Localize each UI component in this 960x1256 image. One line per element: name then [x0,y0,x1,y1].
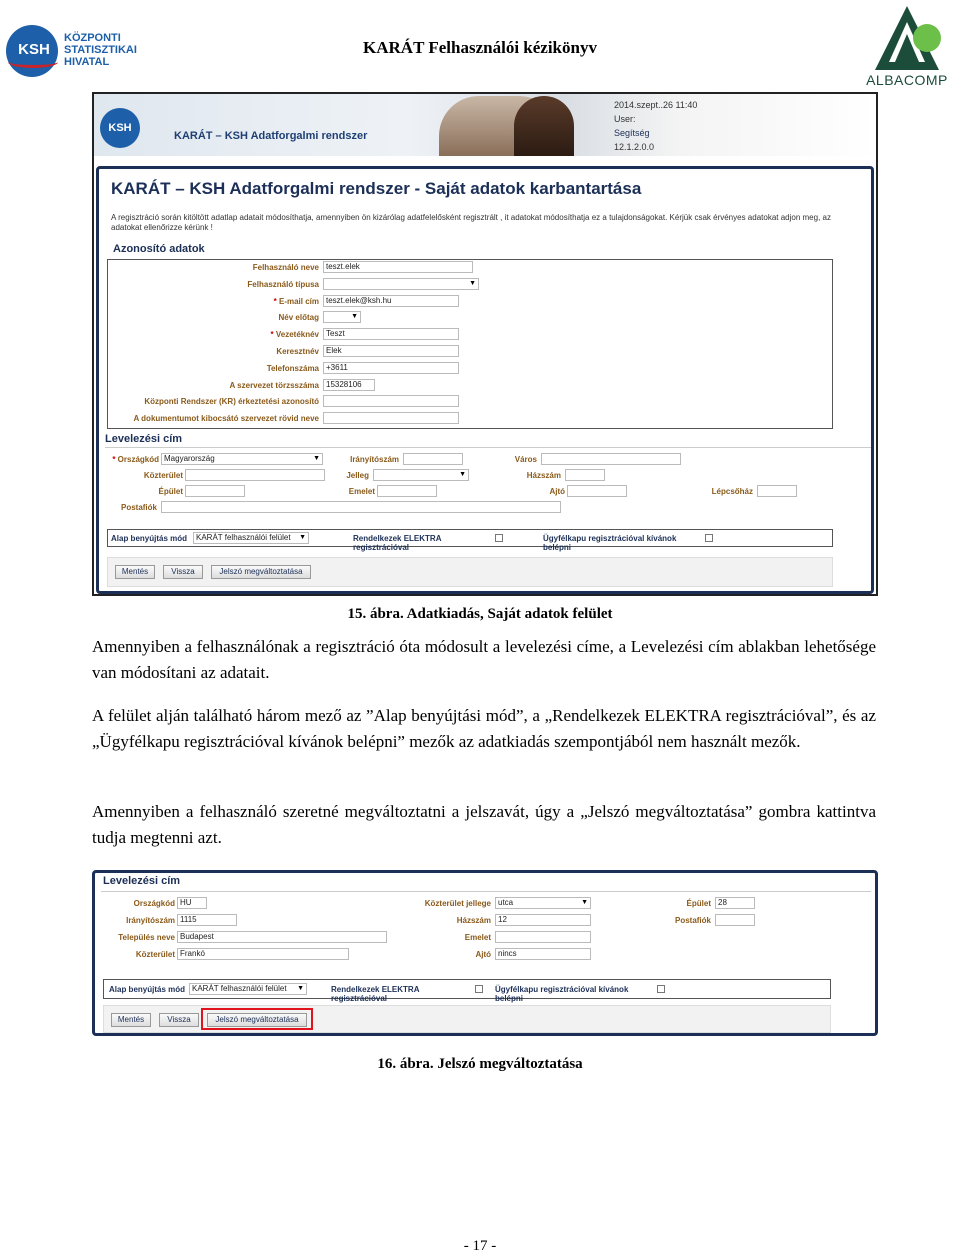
albacomp-logo [855,4,959,88]
field-input-0[interactable]: teszt.elek [323,261,473,273]
change-password-button-2[interactable]: Jelszó megváltoztatása [207,1013,307,1027]
address-left-label-1: Irányítószám [126,916,175,925]
banner-photo-woman [514,96,574,156]
address-right-label-1: Postafiók [674,916,711,925]
profile-panel [96,166,874,594]
app-banner [94,94,876,156]
help-link[interactable]: Segítség [614,128,650,138]
pobox-input[interactable] [161,501,561,513]
field-input-7[interactable]: 15328106 [323,379,375,391]
field-label-1: Felhasználó típusa [247,279,319,289]
city-label: Város [514,455,537,464]
figure-15-screenshot [92,92,878,596]
floor-label: Emelet [348,487,375,496]
pobox-label: Postafiók [120,503,157,512]
address-mid-input-0[interactable]: utca ▼ [495,897,591,909]
version-label: 12.1.2.0.0 [614,142,655,152]
albacomp-logo-mark [855,4,959,74]
address-left-input-1[interactable]: 1115 [177,914,237,926]
address-mid-input-1[interactable]: 12 [495,914,591,926]
intro-text: A regisztráció során kitöltött adatlap adatait módosíthatja, amennyiben ön kizárólag adatfelelősként regisztrált , it adatokat módosíthatja ez a tulajdonságokat. Kérjük csak érvényes adatokat adjon meg, az adatokat ellenőrizze kérünk ! [111,213,831,232]
address-mid-label-2: Emelet [464,933,491,942]
field-input-4[interactable]: Teszt [323,328,459,340]
save-button-2[interactable]: Mentés [111,1013,151,1027]
field-label-7: A szervezet törzsszáma [229,380,319,390]
figure-15-number: 15. ábra. [347,606,404,622]
address-left-label-3: Közterület [135,950,175,959]
submission-mode-label: Alap benyújtás mód [111,534,188,543]
field-input-9[interactable] [323,412,459,424]
elektra-label: Rendelkezek ELEKTRA regisztrációval [353,534,442,552]
paragraph-3: Amennyiben a felhasználó szeretné megváltoztatni a jelszavát, úgy a „Jelszó megváltoztatása” gombra kattintva tudja megtenni azt. [92,802,876,847]
figure-16-text: Jelszó megváltoztatása [437,1056,583,1072]
zip-input[interactable] [403,453,463,465]
ugyfelkapu-checkbox-2[interactable] [657,985,665,993]
page-number: - 17 - [463,1238,497,1254]
stair-input[interactable] [757,485,797,497]
banner-ksh-logo: KSH [100,108,140,148]
submission-mode-label-2: Alap benyújtás mód [109,985,186,994]
paragraph-2: A felület alján található három mező az ”Alap benyújtási mód”, a „Rendelkezek ELEKTRA regisztrációval”, és az „Ügyfélkapu regisztrációval kívánok belépni” mezők az adatkiadás szempontjából nem használt mezők. [92,706,876,751]
section-mailing-address-2: Levelezési cím [103,875,181,887]
field-input-5[interactable]: Elek [323,345,459,357]
session-date: 2014.szept..26 11:40 [614,100,698,110]
elektra-checkbox-2[interactable] [475,985,483,993]
field-input-2[interactable]: teszt.elek@ksh.hu [323,295,459,307]
submission-mode-select-2[interactable]: KARÁT felhasználói felület ▼ [189,983,307,995]
submission-mode-select[interactable]: KARÁT felhasználói felület ▼ [193,532,309,544]
street-label: Közterület [143,471,183,480]
field-label-5: Keresztnév [276,347,319,356]
stair-label: Lépcsőház [711,487,753,496]
house-input[interactable] [565,469,605,481]
address-mid-label-0: Közterület jellege [424,899,491,908]
change-password-button[interactable]: Jelszó megváltoztatása [211,565,311,579]
divider [105,447,871,448]
ugyfelkapu-label: Ügyfélkapu regisztrációval kívánok belépni [543,534,677,552]
building-input[interactable] [185,485,245,497]
address-right-label-0: Épület [686,899,711,908]
field-label-4: * Vezetéknév [107,330,319,339]
building-label: Épület [158,487,183,496]
address-left-input-3[interactable]: Frankó [177,948,349,960]
field-input-8[interactable] [323,395,459,407]
elektra-label-2: Rendelkezek ELEKTRA regisztrációval [331,985,420,1003]
section-mailing-address: Levelezési cím [105,433,183,445]
address-mid-input-3[interactable]: nincs [495,948,591,960]
address-right-input-1[interactable] [715,914,755,926]
floor-input[interactable] [377,485,437,497]
field-label-2: * E-mail cím [107,297,319,306]
jelleg-label: Jelleg [346,471,369,480]
albacomp-wordmark: ALBACOMP [866,72,948,88]
address-mid-label-1: Házszám [456,916,491,925]
street-input[interactable] [185,469,325,481]
field-input-1[interactable] [323,278,479,290]
elektra-checkbox[interactable] [495,534,503,542]
zip-label: Irányítószám [350,455,399,464]
paragraph-1: Amennyiben a felhasználónak a regisztráció óta módosult a levelezési címe, a Levelezési cím ablakban lehetősége van módosítani az adatait. [92,637,876,682]
ksh-logo-abbr: KSH [18,41,50,58]
field-label-3: Név előtag [278,313,319,323]
field-label-6: Telefonszáma [266,363,319,373]
address-left-label-0: Országkód [133,899,175,908]
back-button-2[interactable]: Vissza [159,1013,199,1027]
field-input-6[interactable]: +3611 [323,362,459,374]
divider-2 [101,891,871,892]
address-left-input-2[interactable]: Budapest [177,931,387,943]
field-input-3[interactable] [323,311,361,323]
country-select[interactable]: Magyarország ▼ [161,453,323,465]
page-heading: KARÁT – KSH Adatforgalmi rendszer - Saját adatok karbantartása [111,179,642,198]
address-right-input-0[interactable]: 28 [715,897,755,909]
figure-15-caption [0,606,960,623]
document-title: KARÁT Felhasználói kézikönyv [363,38,597,57]
ksh-name-line-3: HIVATAL [64,56,110,68]
country-label: * Országkód [107,455,159,464]
door-label: Ajtó [549,487,565,496]
field-label-9: A dokumentumot kibocsátó szervezet rövid neve [133,414,319,424]
address-left-label-2: Település neve [118,933,175,942]
figure-16-screenshot [92,870,878,1036]
user-label: User: [614,114,636,124]
save-button[interactable]: Mentés [115,565,155,579]
city-input[interactable] [541,453,681,465]
figure-15-text: Adatkiadás, Saját adatok felület [406,606,613,622]
ksh-name-line-2: STATISZTIKAI [64,44,137,56]
figure-16-number: 16. ábra. [377,1056,434,1072]
ksh-name-line-1: KÖZPONTI [64,32,121,44]
banner-info [614,98,697,154]
field-label-8: Központi Rendszer (KR) érkeztetési azonosító [144,397,319,407]
section-identification: Azonosító adatok [113,243,205,255]
field-label-0: Felhasználó neve [252,263,319,272]
address-mid-label-3: Ajtó [475,950,491,959]
back-button[interactable]: Vissza [163,565,203,579]
jelleg-select[interactable] [373,469,469,481]
figure-16-caption [0,1056,960,1073]
address-mid-input-2[interactable] [495,931,591,943]
banner-app-title: KARÁT – KSH Adatforgalmi rendszer [174,130,368,142]
house-label: Házszám [526,471,561,480]
ugyfelkapu-label-2: Ügyfélkapu regisztrációval kívánok belépni [495,985,629,1003]
ugyfelkapu-checkbox[interactable] [705,534,713,542]
address-left-input-0[interactable]: HU [177,897,207,909]
door-input[interactable] [567,485,627,497]
